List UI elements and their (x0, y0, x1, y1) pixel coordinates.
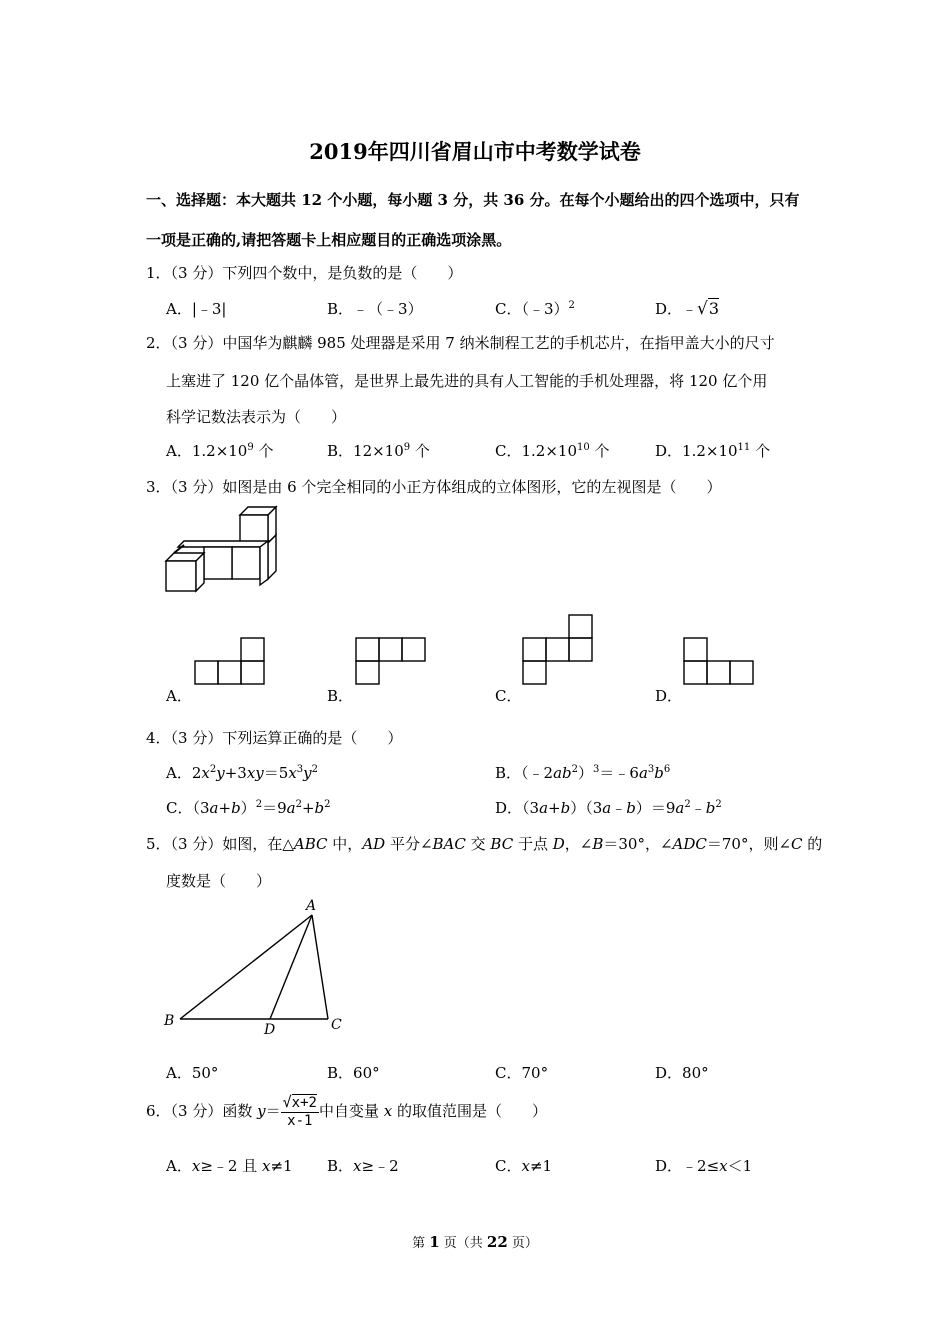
q6-fraction: $\frac{√x+2}{x-1}$ (282, 1093, 317, 1129)
q2-stem-line1: 2．（3 分）中国华为麒麟 985 处理器是采用 7 纳米制程工艺的手机芯片，在指甲盖大小的尺寸 (146, 334, 775, 352)
q5-option-c: C．70° (495, 1064, 549, 1082)
q3-cube-figure (160, 505, 280, 595)
q2-option-a: A．$1.2\times 10^9$ 个 (166, 442, 274, 460)
q1-option-b: B．﹣（﹣3） (327, 300, 423, 318)
q3-option-b-figure (355, 637, 427, 685)
q3-stem: 3．（3 分）如图是由 6 个完全相同的小正方体组成的立体图形，它的左视图是（ ） (146, 478, 722, 496)
q3-option-d-figure (683, 637, 755, 685)
sqrt-sign: √ (282, 1093, 292, 1111)
q2-stem-line3: 科学记数法表示为（ ） (166, 408, 347, 426)
q3-option-a-figure (194, 637, 266, 685)
q4-option-d: D．$(3a+b)(3a﹣b)=9a^2﹣b^2$ (495, 799, 722, 817)
q1-option-d: D．﹣√3 (655, 299, 720, 319)
q5-stem-line2: 度数是（ ） (166, 872, 272, 890)
q1-option-c: C．（﹣3）$^2$ (495, 300, 575, 318)
q4-option-c: C．$(3a+b)^2=9a^2+b^2$ (166, 799, 331, 817)
q1-option-a: A．|﹣3| (166, 300, 227, 318)
q2-option-b: B．$12\times 10^9$ 个 (327, 442, 430, 460)
q6-option-c: C．x≠1 (495, 1157, 553, 1175)
q5-triangle-figure (160, 895, 350, 1040)
current-page: 1 (429, 1233, 440, 1251)
q4-option-b: B．$(﹣2ab^2)^3=﹣6a^3b^6$ (495, 764, 671, 782)
q5-option-b: B．60° (327, 1064, 380, 1082)
vertex-c-label: C (331, 1017, 342, 1033)
q3-option-d: D． (655, 687, 683, 705)
page-footer: 第 1 页（共 22 页） (412, 1233, 538, 1251)
q3-option-b: B． (327, 687, 354, 705)
vertex-d-label: D (264, 1022, 276, 1038)
q6-option-a: A．x≥﹣2 且 x≠1 (166, 1157, 293, 1175)
section-heading-line1: 一、选择题：本大题共 12 个小题，每小题 3 分，共 36 分。在每个小题给出的四个选项中，只有 (146, 191, 800, 209)
q2-stem-line2: 上塞进了 120 亿个晶体管，是世界上最先进的具有人工智能的手机处理器，将 120 亿个用 (166, 372, 768, 390)
section-heading-line2: 一项是正确的,请把答题卡上相应题目的正确选项涂黑。 (146, 231, 512, 249)
q1-stem: 1．（3 分）下列四个数中，是负数的是（ ） (146, 264, 463, 282)
total-pages: 22 (486, 1233, 508, 1251)
q5-option-d: D．80° (655, 1064, 709, 1082)
vertex-b-label: B (164, 1013, 175, 1029)
q2-option-c: C．$1.2\times 10^{10}$ 个 (495, 442, 610, 460)
q3-option-c: C． (495, 687, 522, 705)
vertex-a-label: A (306, 898, 317, 914)
q5-stem-line1: 5．（3 分）如图，在△ABC 中，AD 平分∠BAC 交 BC 于点 D，∠B＝30°，∠ADC＝70°，则∠C 的 (146, 835, 823, 853)
q5-option-a: A．50° (166, 1064, 219, 1082)
q3-option-c-figure (522, 614, 594, 685)
q3-option-a: A． (166, 687, 192, 705)
q4-stem: 4．（3 分）下列运算正确的是（ ） (146, 729, 403, 747)
q2-option-d: D．$1.2\times 10^{11}$ 个 (655, 442, 771, 460)
q6-option-d: D．﹣2≤x＜1 (655, 1157, 753, 1175)
page-title: 2019年四川省眉山市中考数学试卷 (309, 139, 641, 164)
sqrt-sign: √ (697, 299, 708, 319)
q6-stem: 6．（3 分）函数 y＝ $\frac{√x+2}{x-1}$ 中自变量 x 的取值范围是（ ） (146, 1093, 547, 1129)
q6-option-b: B．x≥﹣2 (327, 1157, 399, 1175)
q4-option-a: A．$2x^2y+3xy=5x^3y^2$ (166, 764, 319, 782)
